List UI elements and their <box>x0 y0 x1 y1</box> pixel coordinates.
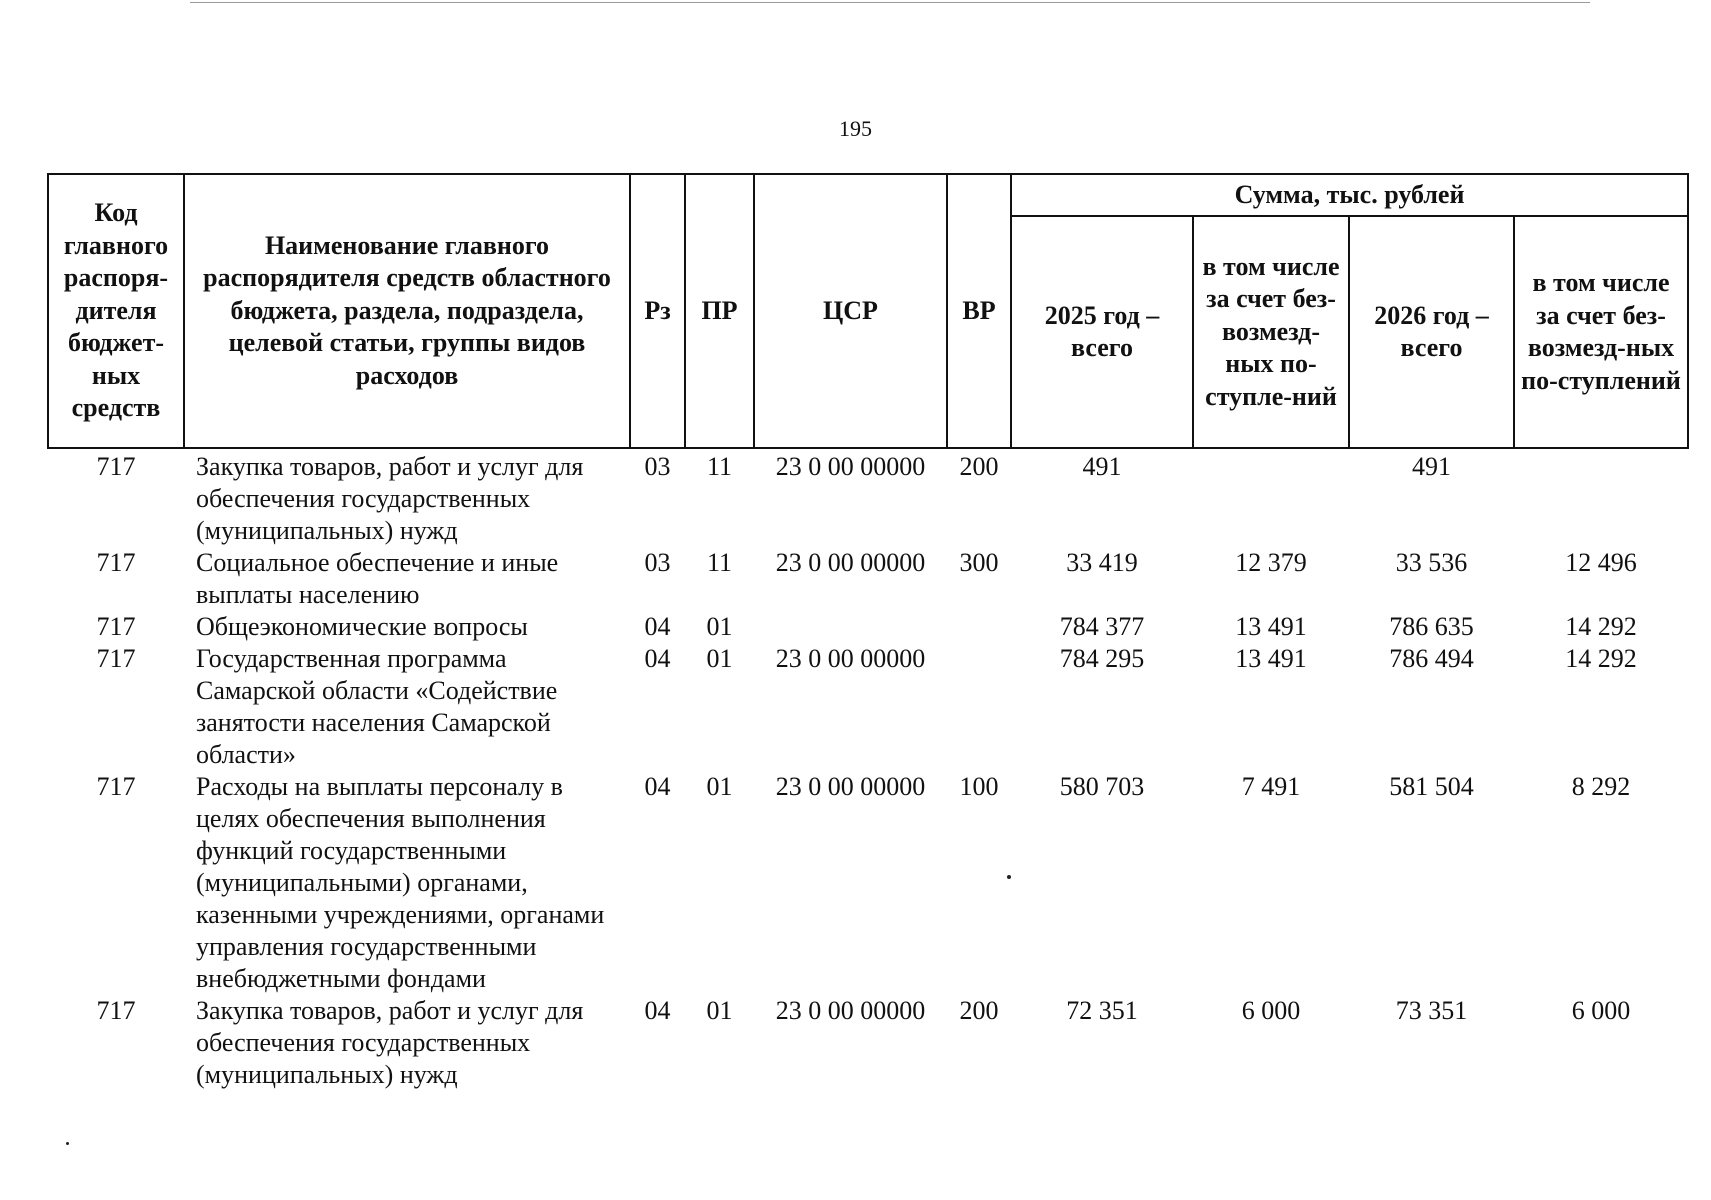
cell-pr: 11 <box>706 452 733 481</box>
header-vr: ВР <box>947 174 1011 448</box>
cell-vr: 200 <box>959 996 999 1025</box>
cell-name: Закупка товаров, работ и услуг для обеспечения государственных (муниципальных) нужд <box>196 996 584 1089</box>
cell-2025-total: 33 419 <box>1066 548 1138 577</box>
cell-rz: 04 <box>644 644 671 673</box>
cell-code: 717 <box>96 612 136 641</box>
table-row <box>48 643 1688 771</box>
cell-2026-total: 73 351 <box>1395 996 1468 1025</box>
budget-table <box>47 173 1689 1091</box>
header-2025-total: 2025 год – всего <box>1011 216 1193 448</box>
cell-pr: 11 <box>706 548 733 577</box>
cell-csr: 23 0 00 00000 <box>775 548 926 577</box>
cell-2026-total: 581 504 <box>1389 772 1474 801</box>
cell-code: 717 <box>96 452 136 481</box>
cell-2025-total: 491 <box>1082 452 1122 481</box>
cell-csr: 23 0 00 00000 <box>775 452 926 481</box>
cell-2026-total: 786 494 <box>1389 644 1474 673</box>
cell-rz: 04 <box>644 612 671 641</box>
cell-vr: 200 <box>959 452 999 481</box>
cell-2026-free: 12 496 <box>1565 548 1637 577</box>
table-body <box>48 448 1688 1091</box>
cell-vr: 100 <box>959 772 999 801</box>
header-pr: ПР <box>685 174 754 448</box>
cell-pr: 01 <box>706 644 733 673</box>
cell-2025-total: 784 295 <box>1059 644 1145 673</box>
table-row <box>48 771 1688 995</box>
cell-2026-total: 786 635 <box>1389 612 1474 641</box>
table-row <box>48 611 1688 643</box>
cell-name: Государственная программа Самарской области «Содействие занятости населения Самарской области» <box>196 644 558 769</box>
cell-name: Социальное обеспечение и иные выплаты населению <box>196 548 559 609</box>
header-2026-total: 2026 год – всего <box>1349 216 1514 448</box>
header-rz: Рз <box>630 174 685 448</box>
cell-rz: 04 <box>644 996 671 1025</box>
cell-2026-total: 33 536 <box>1395 548 1468 577</box>
cell-2025-free: 6 000 <box>1241 996 1301 1025</box>
cell-code: 717 <box>96 548 136 577</box>
cell-name: Общеэкономические вопросы <box>196 612 528 641</box>
cell-2025-free: 13 491 <box>1235 644 1307 673</box>
cell-rz: 03 <box>644 452 671 481</box>
cell-code: 717 <box>96 996 136 1025</box>
cell-vr: 300 <box>959 548 999 577</box>
cell-vr <box>947 643 1011 771</box>
cell-2026-free: 6 000 <box>1571 996 1631 1025</box>
scan-speck <box>66 1142 69 1145</box>
cell-2026-total: 491 <box>1412 452 1451 481</box>
header-name: Наименование главного распорядителя средств областного бюджета, раздела, подраздела, целевой статьи, группы видов расходов <box>184 174 630 448</box>
cell-2026-free: 8 292 <box>1571 772 1631 801</box>
header-sum-group: Сумма, тыс. рублей <box>1011 174 1688 216</box>
header-code: Код главного распоря-дителя бюджет-ных средств <box>48 174 184 448</box>
scan-edge-line <box>190 2 1590 3</box>
table-row <box>48 995 1688 1091</box>
cell-csr: 23 0 00 00000 <box>775 996 926 1025</box>
cell-2026-free: 14 292 <box>1565 612 1637 641</box>
cell-2026-free: 14 292 <box>1565 644 1637 673</box>
cell-name: Закупка товаров, работ и услуг для обеспечения государственных (муниципальных) нужд <box>196 452 584 545</box>
cell-2025-free: 7 491 <box>1241 772 1301 801</box>
scan-speck <box>1007 875 1011 879</box>
cell-2026-free <box>1514 448 1688 547</box>
cell-csr <box>754 611 947 643</box>
cell-name: Расходы на выплаты персоналу в целях обеспечения выполнения функций государственными (муниципальными) органами, казенными учреждениями, органами управления государственными внебюджетными фондами <box>196 772 605 993</box>
cell-2025-total: 72 351 <box>1066 996 1138 1025</box>
cell-csr: 23 0 00 00000 <box>775 772 926 801</box>
cell-pr: 01 <box>706 996 733 1025</box>
cell-rz: 04 <box>644 772 671 801</box>
cell-pr: 01 <box>706 772 733 801</box>
cell-2025-free <box>1193 448 1349 547</box>
cell-2025-total: 784 377 <box>1059 612 1145 641</box>
table-row <box>48 448 1688 547</box>
page-number: 195 <box>839 116 872 141</box>
cell-rz: 03 <box>644 548 671 577</box>
cell-vr <box>947 611 1011 643</box>
table-header <box>48 174 1688 448</box>
cell-csr: 23 0 00 00000 <box>775 644 926 673</box>
header-2025-free: в том числе за счет без-возмезд-ных по-ступле-ний <box>1193 216 1349 448</box>
cell-2025-free: 13 491 <box>1235 612 1307 641</box>
cell-2025-total: 580 703 <box>1059 772 1145 801</box>
cell-pr: 01 <box>706 612 733 641</box>
header-2026-free: в том числе за счет без-возмезд-ных по-ступлений <box>1514 216 1688 448</box>
header-csr: ЦСР <box>754 174 947 448</box>
cell-2025-free: 12 379 <box>1235 548 1307 577</box>
table-row <box>48 547 1688 611</box>
cell-code: 717 <box>96 772 136 801</box>
cell-code: 717 <box>96 644 136 673</box>
